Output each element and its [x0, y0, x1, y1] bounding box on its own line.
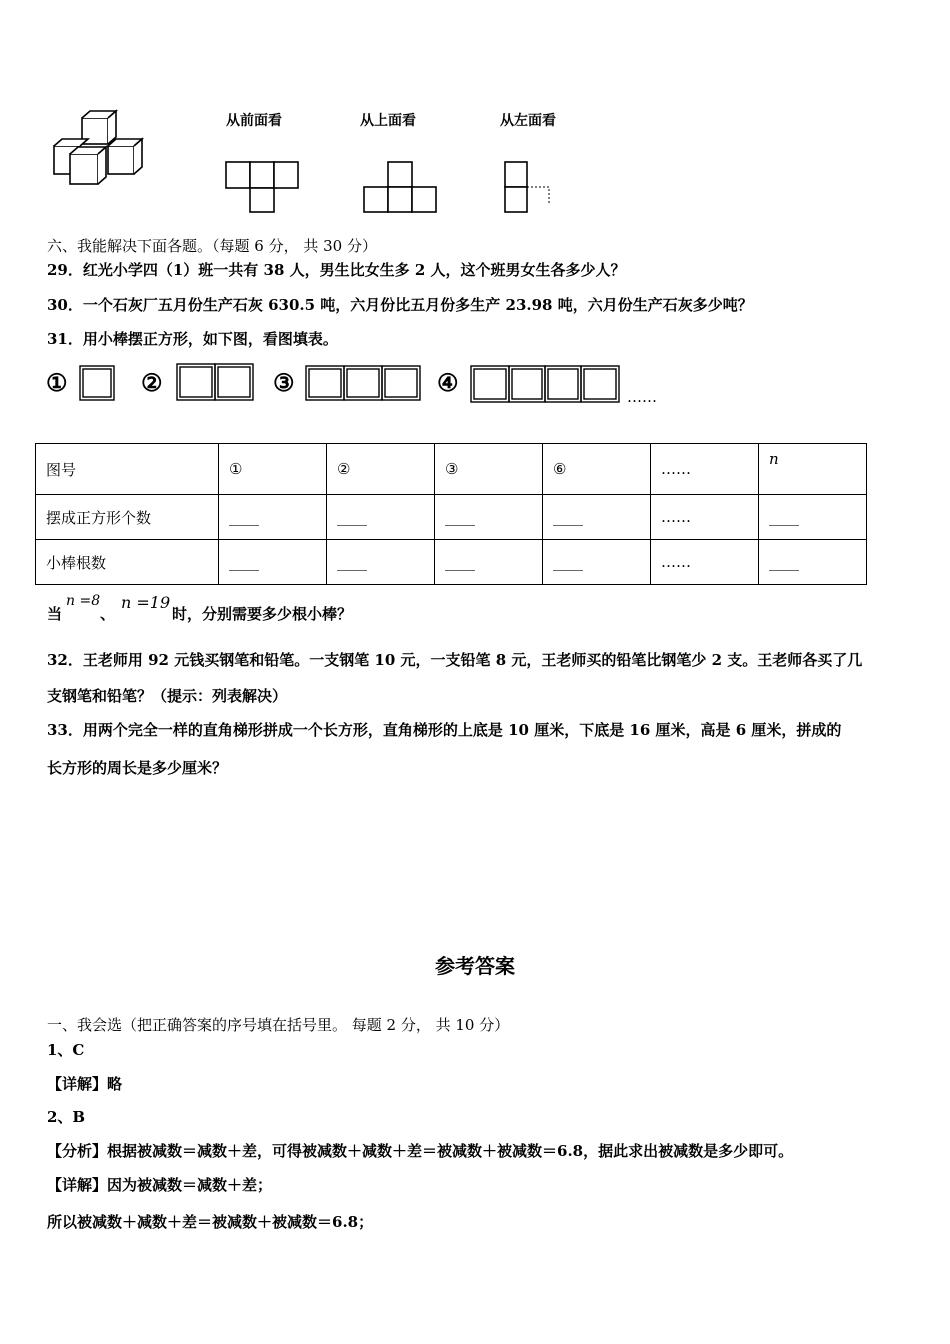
question-29: 29．红光小学四（1）班一共有 38 人，男生比女生多 2 人，这个班男女生各多少人？	[47, 261, 626, 279]
table-row	[36, 540, 867, 585]
stick-label-4: ④	[437, 368, 459, 397]
table-cell: ____	[543, 495, 651, 540]
answers-section1-header: 一、我会选（把正确答案的序号填在括号里。 每题 2 分， 共 10 分）	[47, 1016, 510, 1034]
table-cell: ____	[327, 540, 435, 585]
question-31-followup-prefix: 当	[47, 605, 63, 623]
table-cell: 小棒根数	[36, 540, 219, 585]
n-equals-19: n =19	[121, 593, 171, 612]
question-33-line1: 33．用两个完全一样的直角梯形拼成一个长方形，直角梯形的上底是 10 厘米，下底是 16 厘米，高是 6 厘米，拼成的	[47, 721, 842, 739]
table-cell: n	[759, 444, 867, 495]
table-row	[36, 495, 867, 540]
table-cell: 摆成正方形个数	[36, 495, 219, 540]
question-30: 30．一个石灰厂五月份生产石灰 630.5 吨，六月份比五月份多生产 23.98 吨，六月份生产石灰多少吨？	[47, 296, 753, 314]
stick-label-2: ②	[141, 368, 163, 397]
answer-2-analysis: 【分析】根据被减数＝减数＋差，可得被减数＋减数＋差＝被减数＋被减数＝6.8，据此求出被减数是多少即可。	[47, 1142, 794, 1160]
answer-2-line2: 所以被减数＋减数＋差＝被减数＋被减数＝6.8；	[47, 1213, 374, 1231]
cube-assembly-figure	[50, 108, 150, 188]
stick-figure-4	[467, 362, 627, 404]
table-cell: ____	[327, 495, 435, 540]
stick-label-1: ①	[46, 368, 68, 397]
view-label-top: 从上面看	[360, 113, 416, 129]
fill-in-table	[35, 443, 867, 585]
answer-2: 2、B	[47, 1108, 86, 1126]
question-32-line2: 支钢笔和铅笔？（提示：列表解决）	[47, 687, 288, 705]
table-cell: ⑥	[543, 444, 651, 495]
table-cell: ①	[219, 444, 327, 495]
question-31-followup-suffix: 时，分别需要多少根小棒？	[172, 605, 353, 623]
section6-header: 六、我能解决下面各题。（每题 6 分， 共 30 分）	[47, 237, 377, 255]
table-cell: ____	[219, 540, 327, 585]
view-label-left: 从左面看	[500, 113, 556, 129]
table-cell: ____	[759, 540, 867, 585]
table-cell: 图号	[36, 444, 219, 495]
question-33-line2: 长方形的周长是多少厘米？	[47, 759, 228, 777]
answer-2-detail: 【详解】因为被减数＝减数＋差；	[47, 1176, 273, 1194]
table-cell: ____	[219, 495, 327, 540]
question-32-line1: 32．王老师用 92 元钱买钢笔和铅笔。一支钢笔 10 元，一支铅笔 8 元，王老师买的铅笔比钢笔少 2 支。王老师各买了几	[47, 651, 863, 669]
answers-title: 参考答案	[435, 954, 515, 978]
stick-figure-2	[173, 360, 263, 402]
table-row	[36, 444, 867, 495]
answer-1-detail: 【详解】略	[47, 1075, 123, 1093]
view-label-front: 从前面看	[226, 113, 282, 129]
front-view-figure	[225, 160, 305, 215]
stick-figure-1	[76, 362, 121, 404]
stick-figure-3	[302, 362, 427, 404]
table-cell: ____	[435, 540, 543, 585]
question-31: 31．用小棒摆正方形，如下图，看图填表。	[47, 330, 338, 348]
stick-label-3: ③	[273, 368, 295, 397]
answer-1: 1、C	[47, 1041, 85, 1059]
table-cell: ____	[435, 495, 543, 540]
n-equals-8: n =8	[66, 593, 101, 609]
question-31-followup-sep: 、	[100, 605, 116, 623]
table-cell: ……	[651, 444, 759, 495]
left-view-figure	[503, 160, 563, 215]
top-view-figure	[363, 160, 443, 215]
table-cell: ____	[759, 495, 867, 540]
table-cell: ……	[651, 540, 759, 585]
table-cell: ____	[543, 540, 651, 585]
table-cell: ②	[327, 444, 435, 495]
table-cell: ……	[651, 495, 759, 540]
stick-ellipsis: ……	[627, 388, 657, 406]
table-cell: ③	[435, 444, 543, 495]
